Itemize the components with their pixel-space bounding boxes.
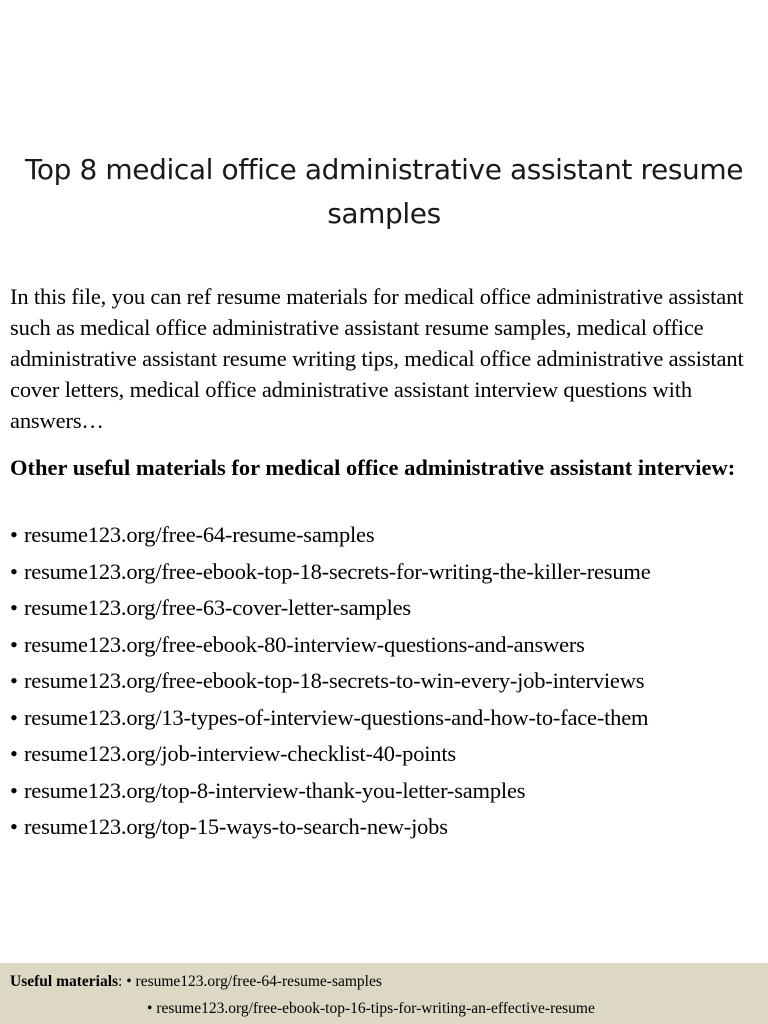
bullet-icon: •: [10, 741, 18, 766]
footer-row: [147, 999, 595, 1019]
bullet-icon: •: [10, 631, 18, 657]
list-item[interactable]: [10, 809, 766, 846]
link-text[interactable]: resume123.org/job-interview-checklist-40-points: [24, 741, 456, 766]
bullet-icon: •: [10, 522, 18, 547]
link-text[interactable]: resume123.org/free-ebook-80-interview-questions-and-answers: [24, 631, 585, 657]
footer-link[interactable]: resume123.org/free-ebook-top-16-tips-for-writing-an-effective-resume: [156, 1000, 595, 1017]
list-item[interactable]: [10, 663, 766, 700]
useful-materials-footer: [0, 963, 768, 1024]
list-item[interactable]: [10, 590, 766, 627]
list-item[interactable]: [10, 517, 766, 554]
link-text[interactable]: resume123.org/top-8-interview-thank-you-letter-samples: [24, 777, 526, 803]
link-text[interactable]: resume123.org/top-15-ways-to-search-new-jobs: [24, 814, 448, 839]
other-materials-heading: Other useful materials for medical office administrative assistant interview:: [10, 455, 736, 480]
list-item[interactable]: [10, 773, 766, 810]
list-item[interactable]: [10, 554, 766, 591]
link-text[interactable]: resume123.org/free-ebook-top-18-secrets-to-win-every-job-interviews: [24, 668, 645, 693]
link-text[interactable]: resume123.org/free-63-cover-letter-samples: [24, 595, 411, 620]
intro-paragraph: In this file, you can ref resume materials for medical office administrative assistant such as medical office administrative assistant resume samples, medical office administrative assistant resume writing tips, medical office administrative assistant cover letters, medical office administrative assistant interview questions with answers…: [10, 284, 744, 433]
bullet-icon: •: [10, 777, 18, 803]
list-item[interactable]: [10, 627, 766, 664]
footer-row: [10, 972, 382, 992]
bullet-icon: •: [10, 704, 18, 730]
list-item[interactable]: [10, 736, 766, 773]
footer-separator: :: [118, 973, 127, 990]
materials-link-list: [10, 517, 766, 846]
link-text[interactable]: resume123.org/13-types-of-interview-questions-and-how-to-face-them: [24, 704, 649, 730]
bullet-icon: •: [126, 973, 132, 990]
list-item[interactable]: [10, 700, 766, 737]
footer-link[interactable]: resume123.org/free-64-resume-samples: [135, 973, 382, 990]
bullet-icon: •: [10, 668, 18, 693]
footer-label: Useful materials: [10, 973, 119, 990]
link-text[interactable]: resume123.org/free-ebook-top-18-secrets-for-writing-the-killer-resume: [24, 558, 651, 584]
link-text[interactable]: resume123.org/free-64-resume-samples: [24, 522, 375, 547]
bullet-icon: •: [10, 814, 18, 839]
page-title: Top 8 medical office administrative assistant resume samples: [24, 153, 744, 230]
bullet-icon: •: [10, 558, 18, 584]
bullet-icon: •: [147, 1000, 153, 1017]
bullet-icon: •: [10, 595, 18, 620]
